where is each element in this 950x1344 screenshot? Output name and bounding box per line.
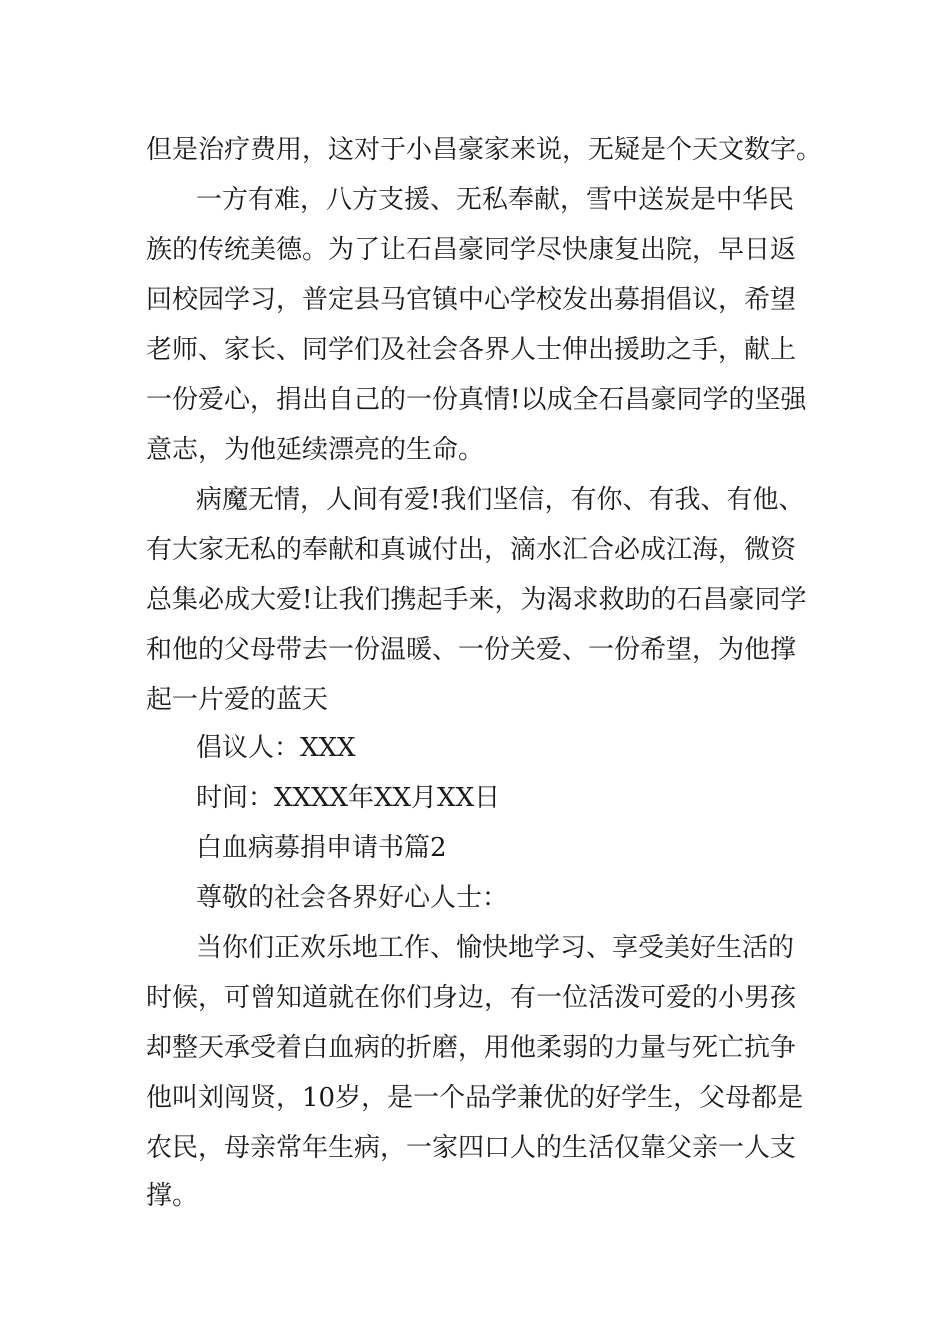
text-line: 和他的父母带去一份温暖、一份关爱、一份希望，为他撑	[146, 635, 797, 665]
text-line: 族的传统美德。为了让石昌豪同学尽快康复出院，早日返	[146, 235, 797, 265]
text-line: 病魔无情，人间有爱!我们坚信，有你、有我、有他、	[196, 485, 805, 515]
date-line: 时间：XXXX年XX月XX日	[196, 783, 501, 813]
text-line: 但是治疗费用，这对于小昌豪家来说，无疑是个天文数字。	[146, 135, 823, 165]
text-line: 老师、家长、同学们及社会各界人士伸出援助之手，献上	[146, 335, 797, 365]
text-line: 当你们正欢乐地工作、愉快地学习、享受美好生活的	[196, 933, 795, 963]
text-line: 起一片爱的蓝天	[146, 685, 329, 715]
text-line: 他叫刘闯贤，10岁，是一个品学兼优的好学生，父母都是	[146, 1083, 804, 1113]
salutation: 尊敬的社会各界好心人士：	[196, 883, 509, 913]
text-line: 回校园学习，普定县马官镇中心学校发出募捐倡议，希望	[146, 285, 797, 315]
text-line: 却整天承受着白血病的折磨，用他柔弱的力量与死亡抗争	[146, 1033, 797, 1063]
text-line: 有大家无私的奉献和真诚付出，滴水汇合必成江海，微资	[146, 535, 797, 565]
initiator-line: 倡议人：XXX	[196, 733, 356, 763]
text-line: 意志，为他延续漂亮的生命。	[146, 435, 485, 465]
text-line: 一份爱心，捐出自己的一份真情!以成全石昌豪同学的坚强	[146, 385, 807, 415]
text-line: 一方有难，八方支援、无私奉献，雪中送炭是中华民	[196, 185, 795, 215]
section-heading: 白血病募捐申请书篇2	[196, 833, 447, 863]
text-line: 农民，母亲常年生病，一家四口人的生活仅靠父亲一人支	[146, 1133, 797, 1163]
text-line: 总集必成大爱!让我们携起手来，为渴求救助的石昌豪同学	[146, 585, 807, 615]
text-line: 时候，可曾知道就在你们身边，有一位活泼可爱的小男孩	[146, 983, 797, 1013]
text-line: 撑。	[146, 1181, 199, 1211]
